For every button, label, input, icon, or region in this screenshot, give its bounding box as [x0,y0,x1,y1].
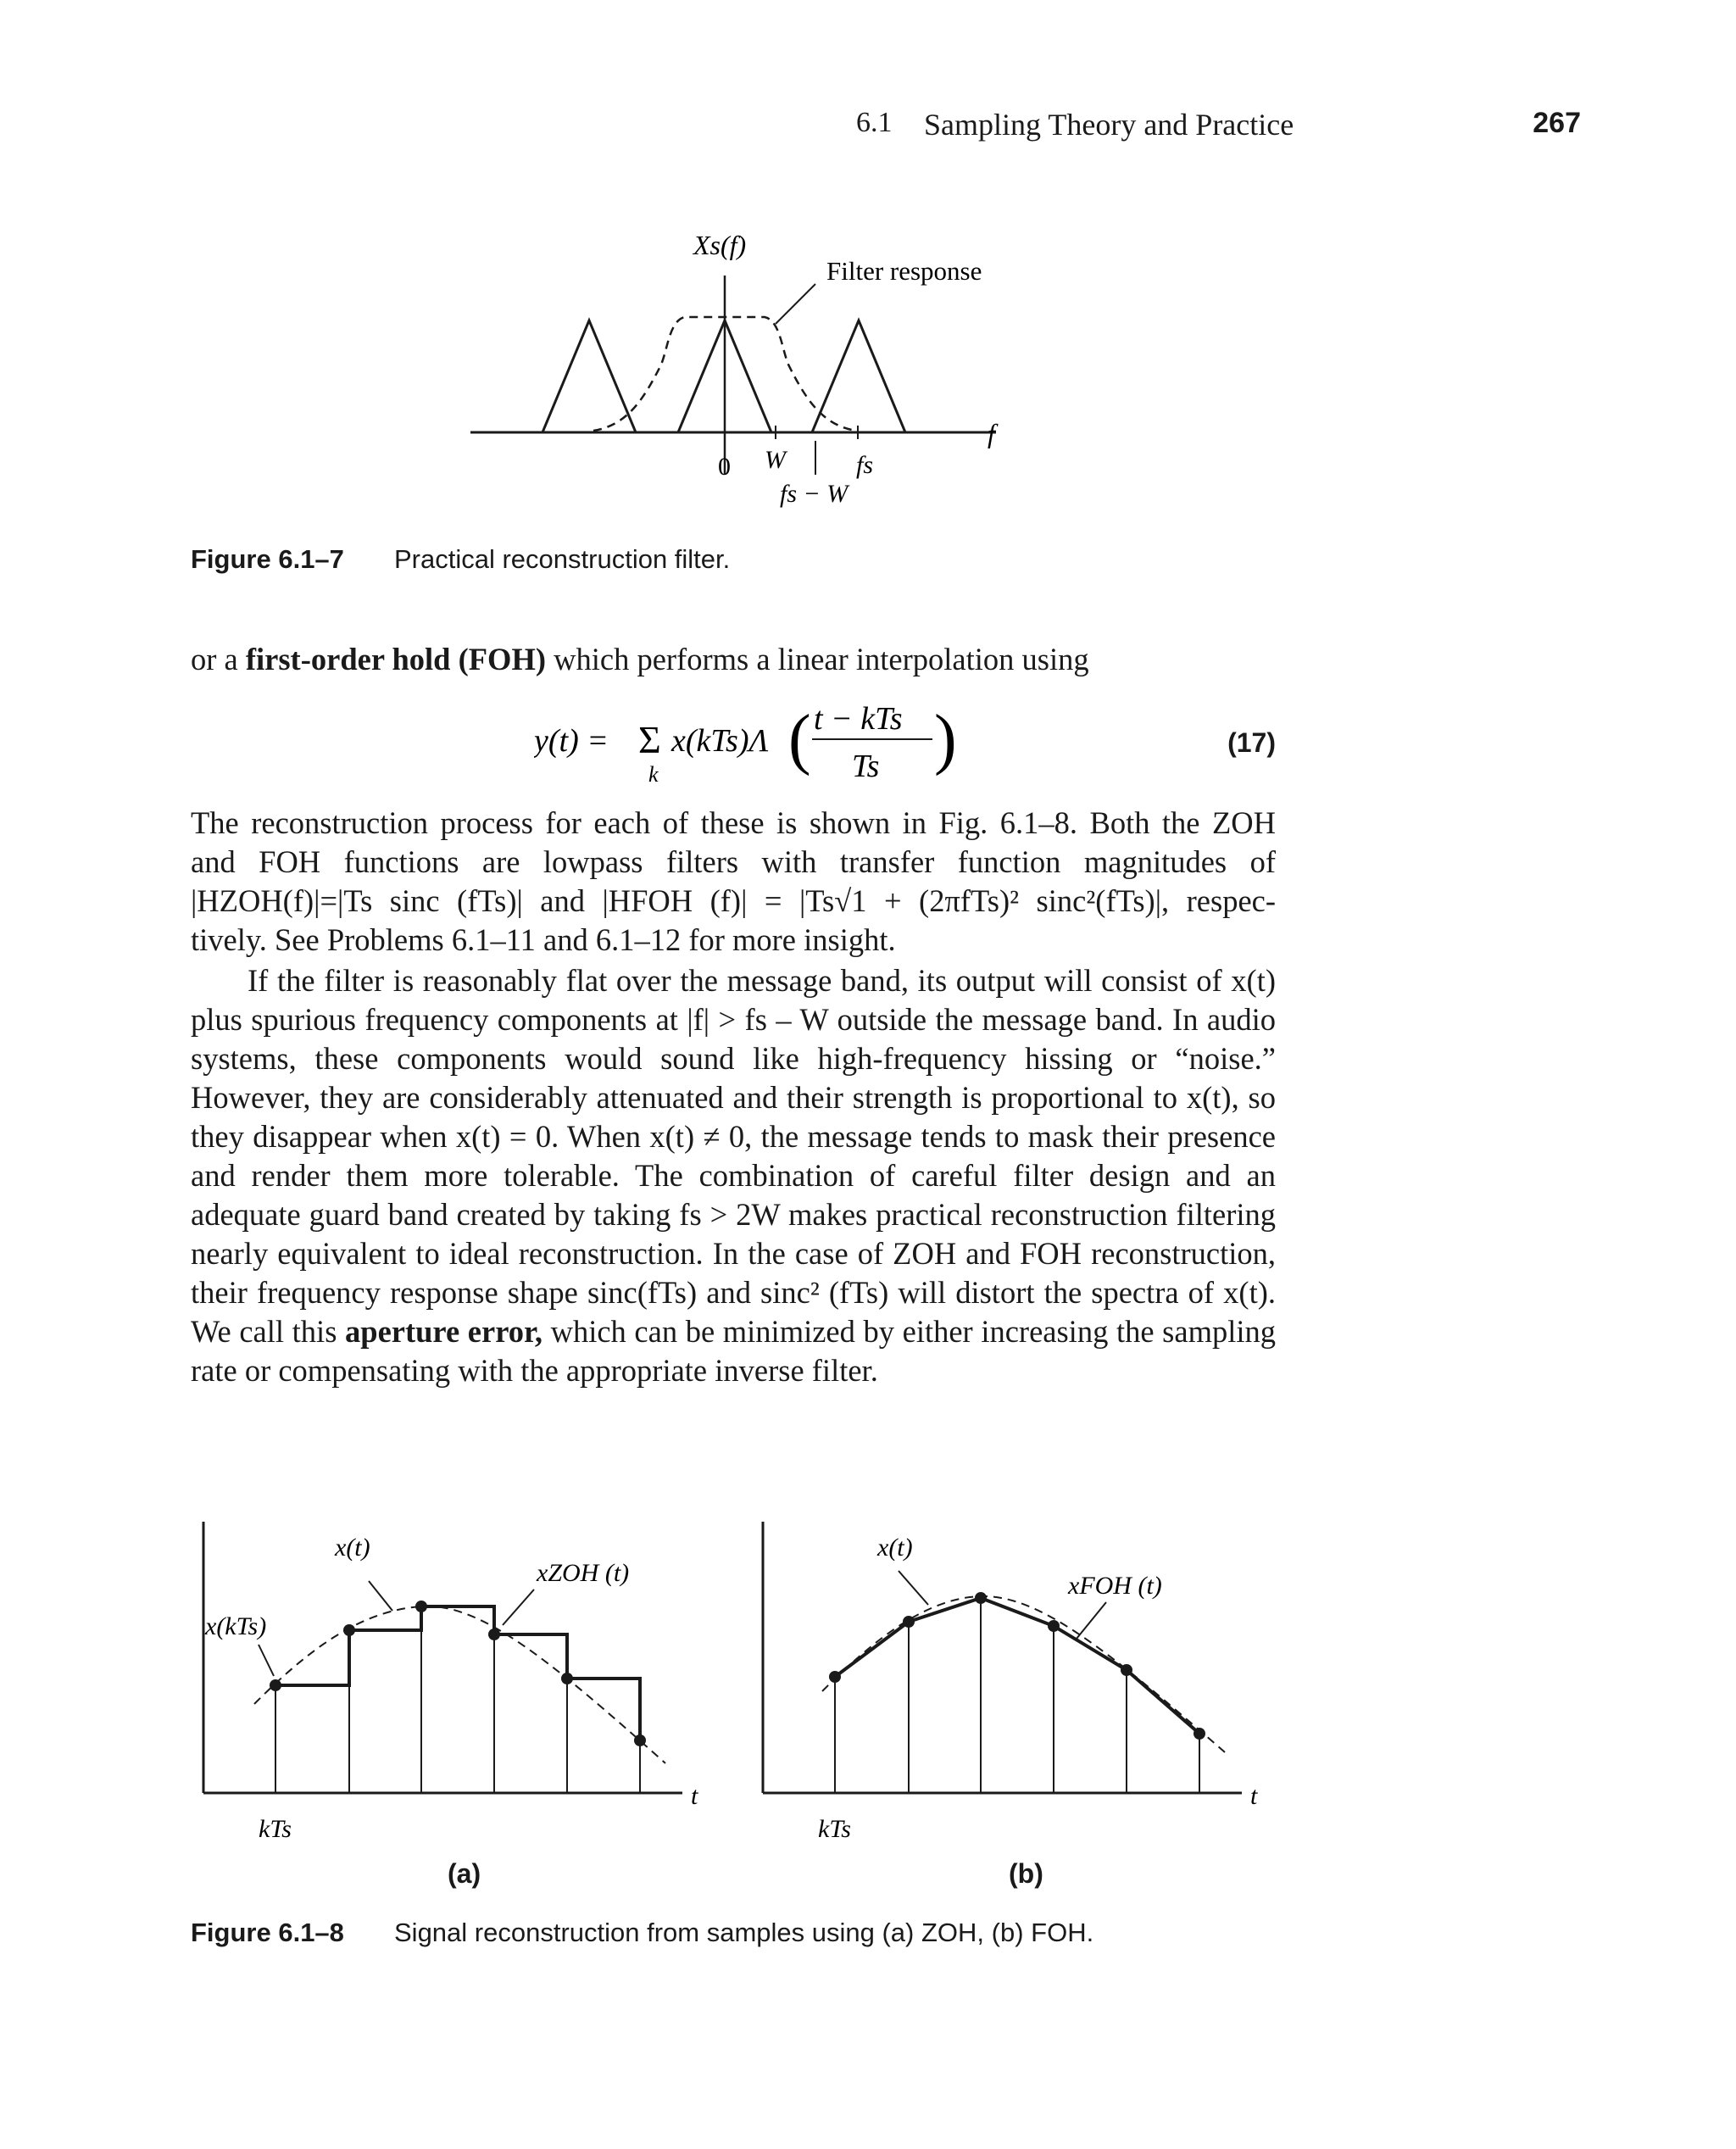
running-header [856,107,1581,149]
paragraph-1 [191,804,1276,960]
equation-17-svg [534,693,1212,795]
tick-label-fs-minus-w: fs − W [780,480,849,508]
label-xfoh: xFOH (t) [1068,1572,1162,1600]
zoh-sample-point [415,1601,427,1612]
xkts-pointer [259,1645,274,1676]
zoh-reconstruction-plot [191,1522,716,1844]
xt-pointer [369,1581,392,1611]
paragraph-2 [191,961,1276,1390]
paragraph-1-line-2: and FOH functions are lowpass filters with transfer function magnitudes of [191,844,1276,879]
paragraph-1-line-4: tively. See Problems 6.1–11 and 6.1–12 for more insight. [191,922,896,957]
figure-6-1-8a [191,1522,716,1844]
paragraph-1-line-3: |HZOH(f)|=|Ts sinc (fTs)| and |HFOH (f)| = |Ts√1 + (2πfTs)² sinc²(fTs)|, respec- [191,883,1276,918]
caption-number: Figure 6.1–8 [191,1918,344,1947]
right-paren: ) [934,702,957,777]
page-number: 267 [1533,107,1581,139]
fraction-denominator: Ts [852,749,880,784]
label-f: f [988,418,995,448]
foh-reconstruction-plot [750,1522,1276,1844]
tick-label-fs: fs [856,451,874,479]
caption-text: Signal reconstruction from samples using (a) ZOH, (b) FOH. [394,1918,1094,1947]
foh-interpolation [835,1598,1199,1734]
foh-signal-curve [822,1596,1225,1752]
foh-xt-pointer [899,1571,928,1605]
paragraph-2-text: If the filter is reasonably flat over the message band, its output will consist of x(t) plus spurious frequency components at |f| > fs – W outside the message band. In audio systems, these components would sound like high-frequency hissing or “noise.” However, they are considerably attenuated and their strength is proportional to x(t), so they disappear when x(t) = 0. When x(t) ≠ 0, the message tends to mask their presence and render them more tolerable. The combination of careful filter design and an adequate guard band created by taking fs > 2W makes practical reconstruction filtering nearly equivalent to ideal reconstruction. In the case of ZOH and FOH reconstruction, their frequency response shape sinc(fTs) and sinc² (fTs) will distort the spectra of x(t). We call this [191,963,1276,1349]
caption-text: Practical reconstruction filter. [394,544,731,574]
zoh-sample-point [343,1624,355,1636]
label-xs-of-f: Xs(f) [693,230,747,260]
paragraph-1-line-1: The reconstruction process for each of these is shown in Fig. 6.1–8. Both the ZOH [191,805,1276,840]
label-t: t [691,1782,698,1810]
figure-6-1-7-caption [191,544,1038,578]
tick-label-zero: 0 [718,453,731,481]
figure-6-1-7 [458,229,1051,526]
section-number: 6.1 [856,107,893,138]
sum-symbol: Σ [638,718,661,761]
caption-number: Figure 6.1–7 [191,544,344,574]
foh-sample-point [903,1616,915,1628]
figure-6-1-8-caption [191,1918,1293,1951]
label-xzoh: xZOH (t) [537,1559,630,1587]
foh-sample-point [1048,1620,1060,1632]
filter-response-pointer [776,284,815,324]
fraction-numerator: t − kTs [814,701,903,737]
sublabel-a: (a) [448,1858,481,1889]
intro-text-before: or a [191,642,246,676]
intro-line [191,640,1276,679]
zoh-sample-point [561,1673,573,1684]
zoh-staircase [275,1606,640,1740]
equation-number: (17) [1227,727,1276,758]
tick-label-w: W [765,446,786,474]
figure-6-1-8b [750,1522,1276,1844]
xfoh-pointer [1077,1602,1106,1639]
aperture-error-term: aperture error, [345,1314,542,1349]
foh-sample-point [1194,1728,1205,1740]
sum-index: k [648,762,659,787]
intro-bold-term: first-order hold (FOH) [245,642,546,676]
xzoh-pointer [503,1589,534,1625]
right-spectrum-triangle [812,320,905,432]
left-paren: ( [788,702,811,777]
label-t: t [1250,1782,1258,1810]
label-kts: kTs [818,1815,851,1843]
label-xt: x(t) [335,1534,370,1562]
label-kts: kTs [259,1815,292,1843]
left-spectrum-triangle [542,320,636,432]
equation-term: x(kTs)Λ [671,723,769,759]
label-filter-response: Filter response [826,256,982,286]
zoh-sample-point [488,1628,500,1640]
zoh-sample-point [634,1734,646,1746]
section-title: Sampling Theory and Practice [924,108,1294,142]
label-xt: x(t) [877,1534,913,1562]
reconstruction-filter-diagram [458,229,1051,526]
foh-sample-point [1121,1664,1132,1676]
equation-17 [534,693,1297,795]
zoh-sample-point [270,1679,281,1691]
equation-lhs: y(t) = [534,723,609,759]
intro-text-after: which performs a linear interpolation using [546,642,1089,676]
foh-sample-point [829,1671,841,1683]
label-xkts: x(kTs) [205,1612,267,1640]
paragraph-2-text-end: which can be minimized by either increasing the sampling rate or compensating with the appropriate inverse filter. [191,1314,1276,1388]
foh-sample-point [975,1592,987,1604]
sublabel-b: (b) [1009,1858,1043,1889]
